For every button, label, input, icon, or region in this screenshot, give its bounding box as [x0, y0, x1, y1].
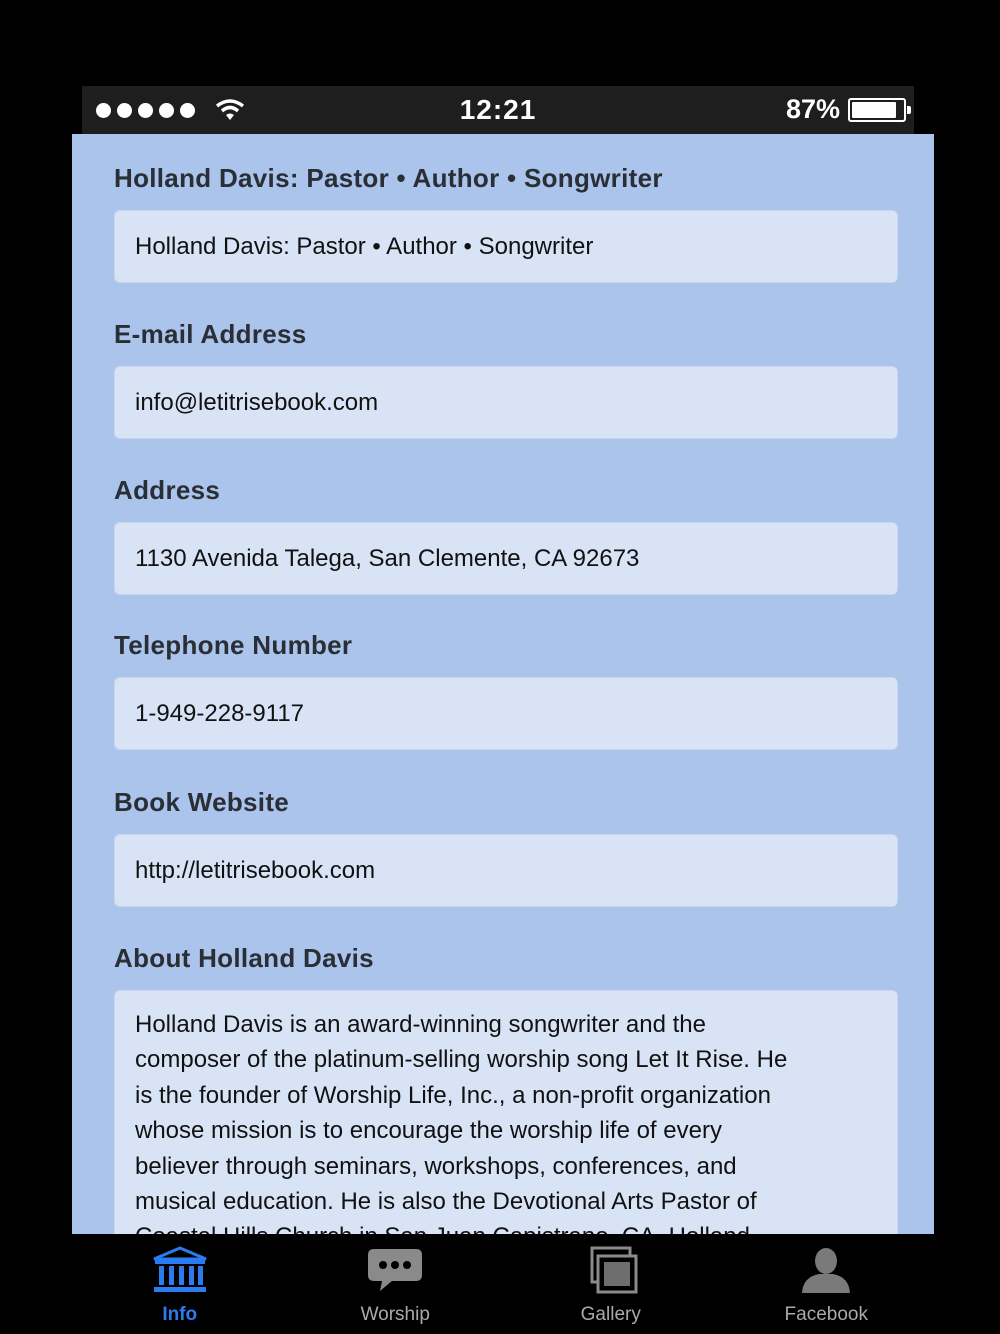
about-line: musical education. He is also the Devotional Arts Pastor of — [135, 1188, 757, 1216]
telephone-field — [114, 627, 898, 750]
building-icon — [149, 1244, 211, 1296]
telephone-value-field[interactable]: 1-949-228-9117 — [114, 677, 898, 750]
tab-info-label: Info — [162, 1304, 198, 1325]
tab-bar — [72, 1234, 934, 1334]
info-content[interactable] — [72, 134, 934, 1234]
tab-gallery-label: Gallery — [580, 1304, 641, 1325]
tab-facebook-label: Facebook — [784, 1304, 868, 1325]
title-label: Holland Davis: Pastor • Author • Songwriter — [114, 163, 663, 193]
about-line: is the founder of Worship Life, Inc., a non-profit organization — [135, 1081, 771, 1109]
about-line: whose mission is to encourage the worship life of every — [135, 1117, 722, 1145]
address-field — [114, 472, 898, 595]
battery-icon — [848, 98, 906, 122]
about-label: About Holland Davis — [114, 943, 374, 973]
about-line: Holland Davis is an award-winning songwriter and the — [135, 1011, 706, 1038]
email-label: E-mail Address — [114, 319, 307, 349]
gallery-icon — [580, 1244, 642, 1296]
website-field — [114, 784, 898, 907]
battery-percent: 87% — [785, 94, 840, 124]
address-value-field[interactable]: 1130 Avenida Talega, San Clemente, CA 92673 — [114, 522, 898, 595]
tab-worship[interactable] — [288, 1234, 504, 1334]
battery-tip — [907, 106, 911, 114]
address-label: Address — [114, 475, 221, 505]
title-value-field[interactable]: Holland Davis: Pastor • Author • Songwriter — [114, 210, 898, 283]
email-value-field[interactable]: info@letitrisebook.com — [114, 366, 898, 439]
tab-info[interactable] — [72, 1234, 288, 1334]
tab-facebook[interactable] — [719, 1234, 935, 1334]
clock: 12:21 — [459, 94, 537, 125]
website-value-field[interactable]: http://letitrisebook.com — [114, 834, 898, 907]
battery-fill — [852, 102, 896, 118]
chat-bubble-icon — [364, 1244, 426, 1296]
about-line: believer through seminars, workshops, conferences, and — [135, 1152, 737, 1180]
battery-indicator — [786, 94, 906, 125]
email-field — [114, 316, 898, 439]
tab-worship-label: Worship — [360, 1304, 430, 1325]
website-label: Book Website — [114, 787, 290, 817]
about-line: composer of the platinum-selling worship song Let It Rise. He — [135, 1046, 788, 1074]
status-bar — [82, 86, 914, 134]
telephone-label: Telephone Number — [114, 630, 353, 660]
title-field — [114, 160, 898, 283]
tab-gallery[interactable] — [503, 1234, 719, 1334]
person-icon — [795, 1244, 857, 1296]
